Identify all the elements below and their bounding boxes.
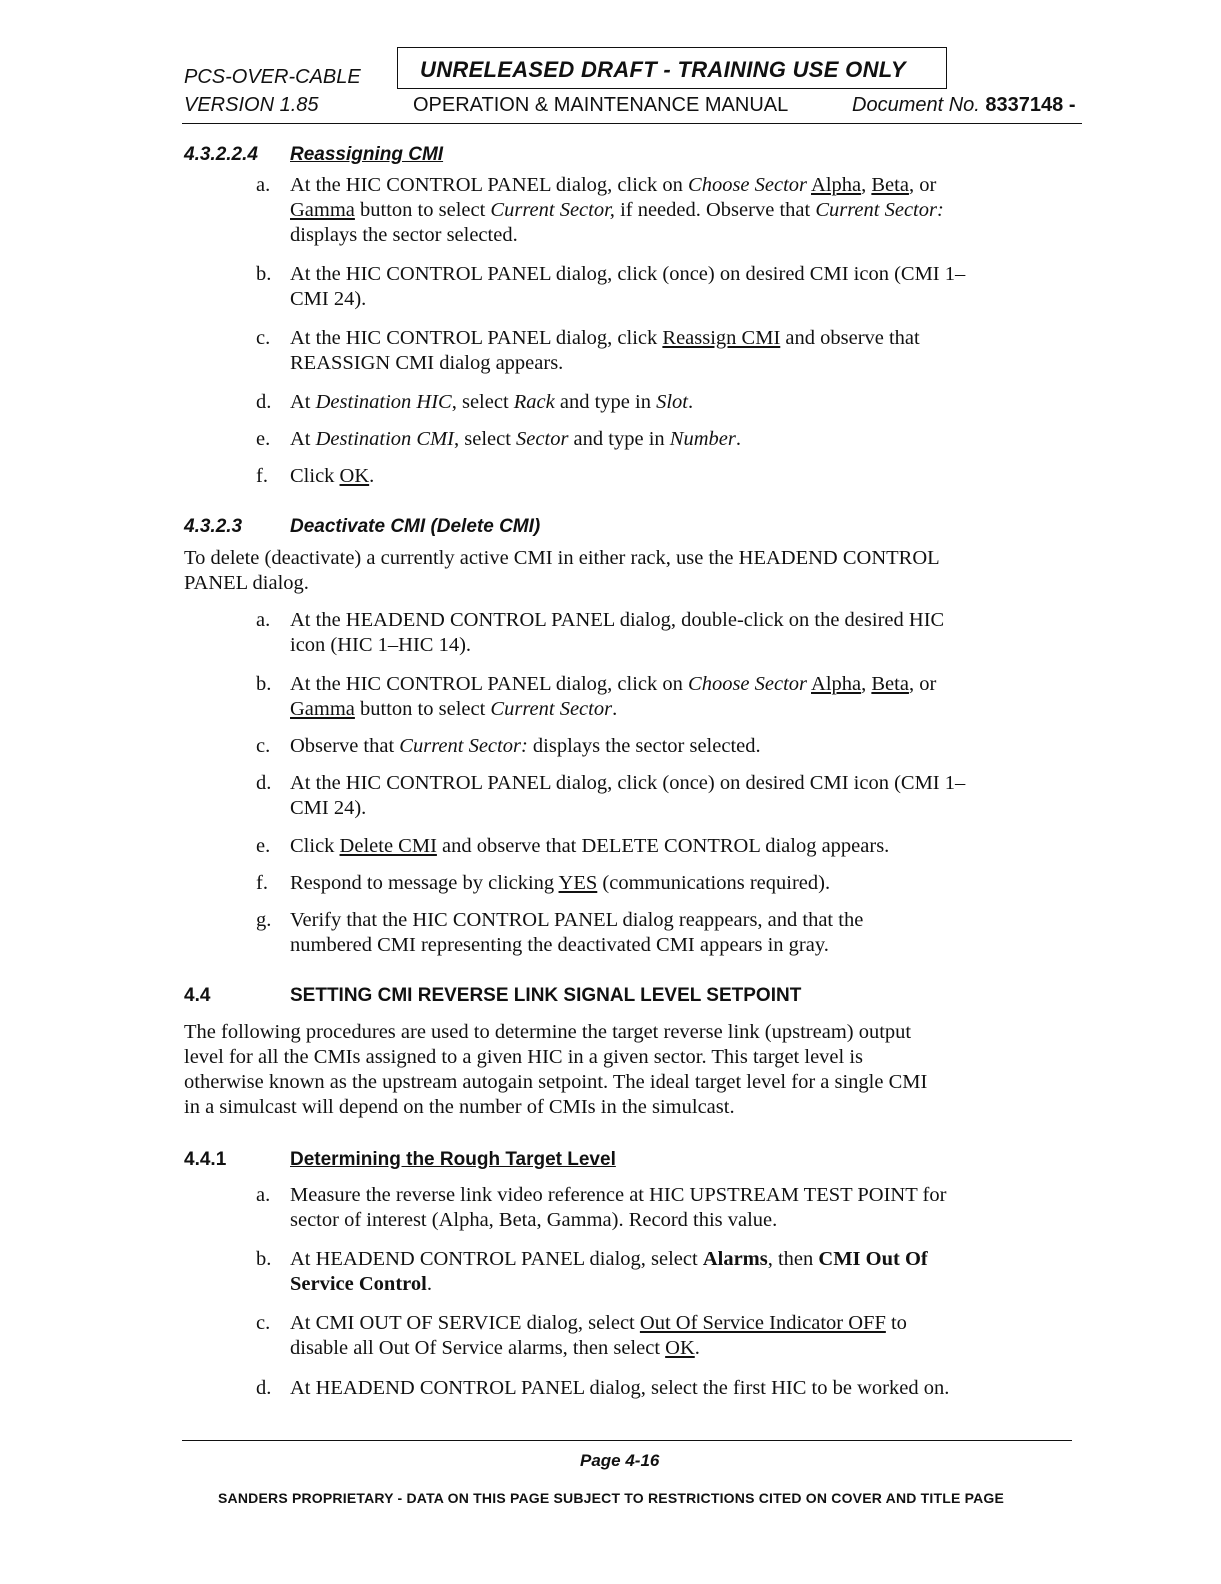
draft-notice: UNRELEASED DRAFT - TRAINING USE ONLY xyxy=(420,57,906,82)
list-label: d. xyxy=(256,772,272,794)
list-item: At the HIC CONTROL PANEL dialog, click (once) on desired CMI icon (CMI 1– CMI 24). xyxy=(290,263,966,310)
list-label: e. xyxy=(256,835,271,857)
list-item: Verify that the HIC CONTROL PANEL dialog reappears, and that the numbered CMI representing the deactivated CMI appears in gray. xyxy=(290,909,864,956)
list-label: e. xyxy=(256,428,271,450)
header-version: VERSION 1.85 xyxy=(184,94,319,116)
section-number: 4.3.2.2.4 xyxy=(184,144,258,165)
list-label: f. xyxy=(256,465,268,487)
list-item: At the HEADEND CONTROL PANEL dialog, double-click on the desired HIC icon (HIC 1–HIC 14). xyxy=(290,609,945,656)
list-item: Observe that Current Sector: displays the sector selected. xyxy=(290,735,761,757)
section-number: 4.4.1 xyxy=(184,1149,227,1170)
list-label: a. xyxy=(256,174,271,196)
paragraph: The following procedures are used to determine the target reverse link (upstream) output level for all the CMIs assigned to a given HIC in a given sector. This target level is otherwise known as the upstream autogain setpoint. The ideal target level for a single CMI in a simulcast will depend on the number of CMIs in the simulcast. xyxy=(184,1021,928,1118)
list-item: At HEADEND CONTROL PANEL dialog, select the first HIC to be worked on. xyxy=(290,1377,950,1399)
header-product: PCS-OVER-CABLE xyxy=(184,66,361,88)
list-item: At the HIC CONTROL PANEL dialog, click on Choose Sector Alpha, Beta, or Gamma button to select Current Sector. xyxy=(290,673,937,720)
section-title: Determining the Rough Target Level xyxy=(290,1149,616,1170)
paragraph: To delete (deactivate) a currently active CMI in either rack, use the HEADEND CONTROL PANEL dialog. xyxy=(184,547,940,594)
doc-label: Document No. xyxy=(852,94,980,116)
list-label: b. xyxy=(256,263,272,285)
list-item: At the HIC CONTROL PANEL dialog, click (once) on desired CMI icon (CMI 1– CMI 24). xyxy=(290,772,966,819)
proprietary-notice: SANDERS PROPRIETARY - DATA ON THIS PAGE SUBJECT TO RESTRICTIONS CITED ON COVER AND TITLE PAGE xyxy=(218,1490,1005,1506)
list-item: At the HIC CONTROL PANEL dialog, click on Choose Sector Alpha, Beta, or Gamma button to select Current Sector, if needed. Observe that Current Sector: displays the sector selected. xyxy=(290,174,944,246)
section-number: 4.3.2.3 xyxy=(184,516,243,537)
list-label: c. xyxy=(256,327,271,349)
list-item: Click OK. xyxy=(290,465,375,487)
list-item: At HEADEND CONTROL PANEL dialog, select Alarms, then CMI Out Of Service Control. xyxy=(290,1248,928,1295)
doc-number: 8337148 - xyxy=(985,94,1076,116)
list-item: At CMI OUT OF SERVICE dialog, select Out Of Service Indicator OFF to disable all Out Of Service alarms, then select OK. xyxy=(290,1312,907,1359)
list-label: f. xyxy=(256,872,268,894)
list-item: At the HIC CONTROL PANEL dialog, click Reassign CMI and observe that REASSIGN CMI dialog appears. xyxy=(290,327,920,374)
section-title: Reassigning CMI xyxy=(290,144,444,165)
draft-notice-box xyxy=(397,47,947,89)
section-title: SETTING CMI REVERSE LINK SIGNAL LEVEL SETPOINT xyxy=(290,985,802,1006)
list-label: c. xyxy=(256,1312,271,1334)
list-item: At Destination CMI, select Sector and type in Number. xyxy=(290,428,741,450)
header-rule xyxy=(182,123,1082,124)
list-label: b. xyxy=(256,1248,272,1270)
list-item: Click Delete CMI and observe that DELETE CONTROL dialog appears. xyxy=(290,835,890,857)
list-label: g. xyxy=(256,909,272,931)
list-label: a. xyxy=(256,1184,271,1206)
list-label: d. xyxy=(256,1377,272,1399)
list-label: c. xyxy=(256,735,271,757)
manual-title: OPERATION & MAINTENANCE MANUAL xyxy=(413,94,789,116)
page-number: Page 4-16 xyxy=(580,1451,660,1470)
list-label: a. xyxy=(256,609,271,631)
document-number xyxy=(852,94,1075,117)
section-title: Deactivate CMI (Delete CMI) xyxy=(290,516,541,537)
list-item: Measure the reverse link video reference at HIC UPSTREAM TEST POINT for sector of interest (Alpha, Beta, Gamma). Record this value. xyxy=(290,1184,947,1231)
footer-rule xyxy=(182,1440,1072,1441)
list-item: Respond to message by clicking YES (communications required). xyxy=(290,872,831,894)
list-label: d. xyxy=(256,391,272,413)
list-item: At Destination HIC, select Rack and type in Slot. xyxy=(290,391,694,413)
list-label: b. xyxy=(256,673,272,695)
section-number: 4.4 xyxy=(184,985,211,1006)
